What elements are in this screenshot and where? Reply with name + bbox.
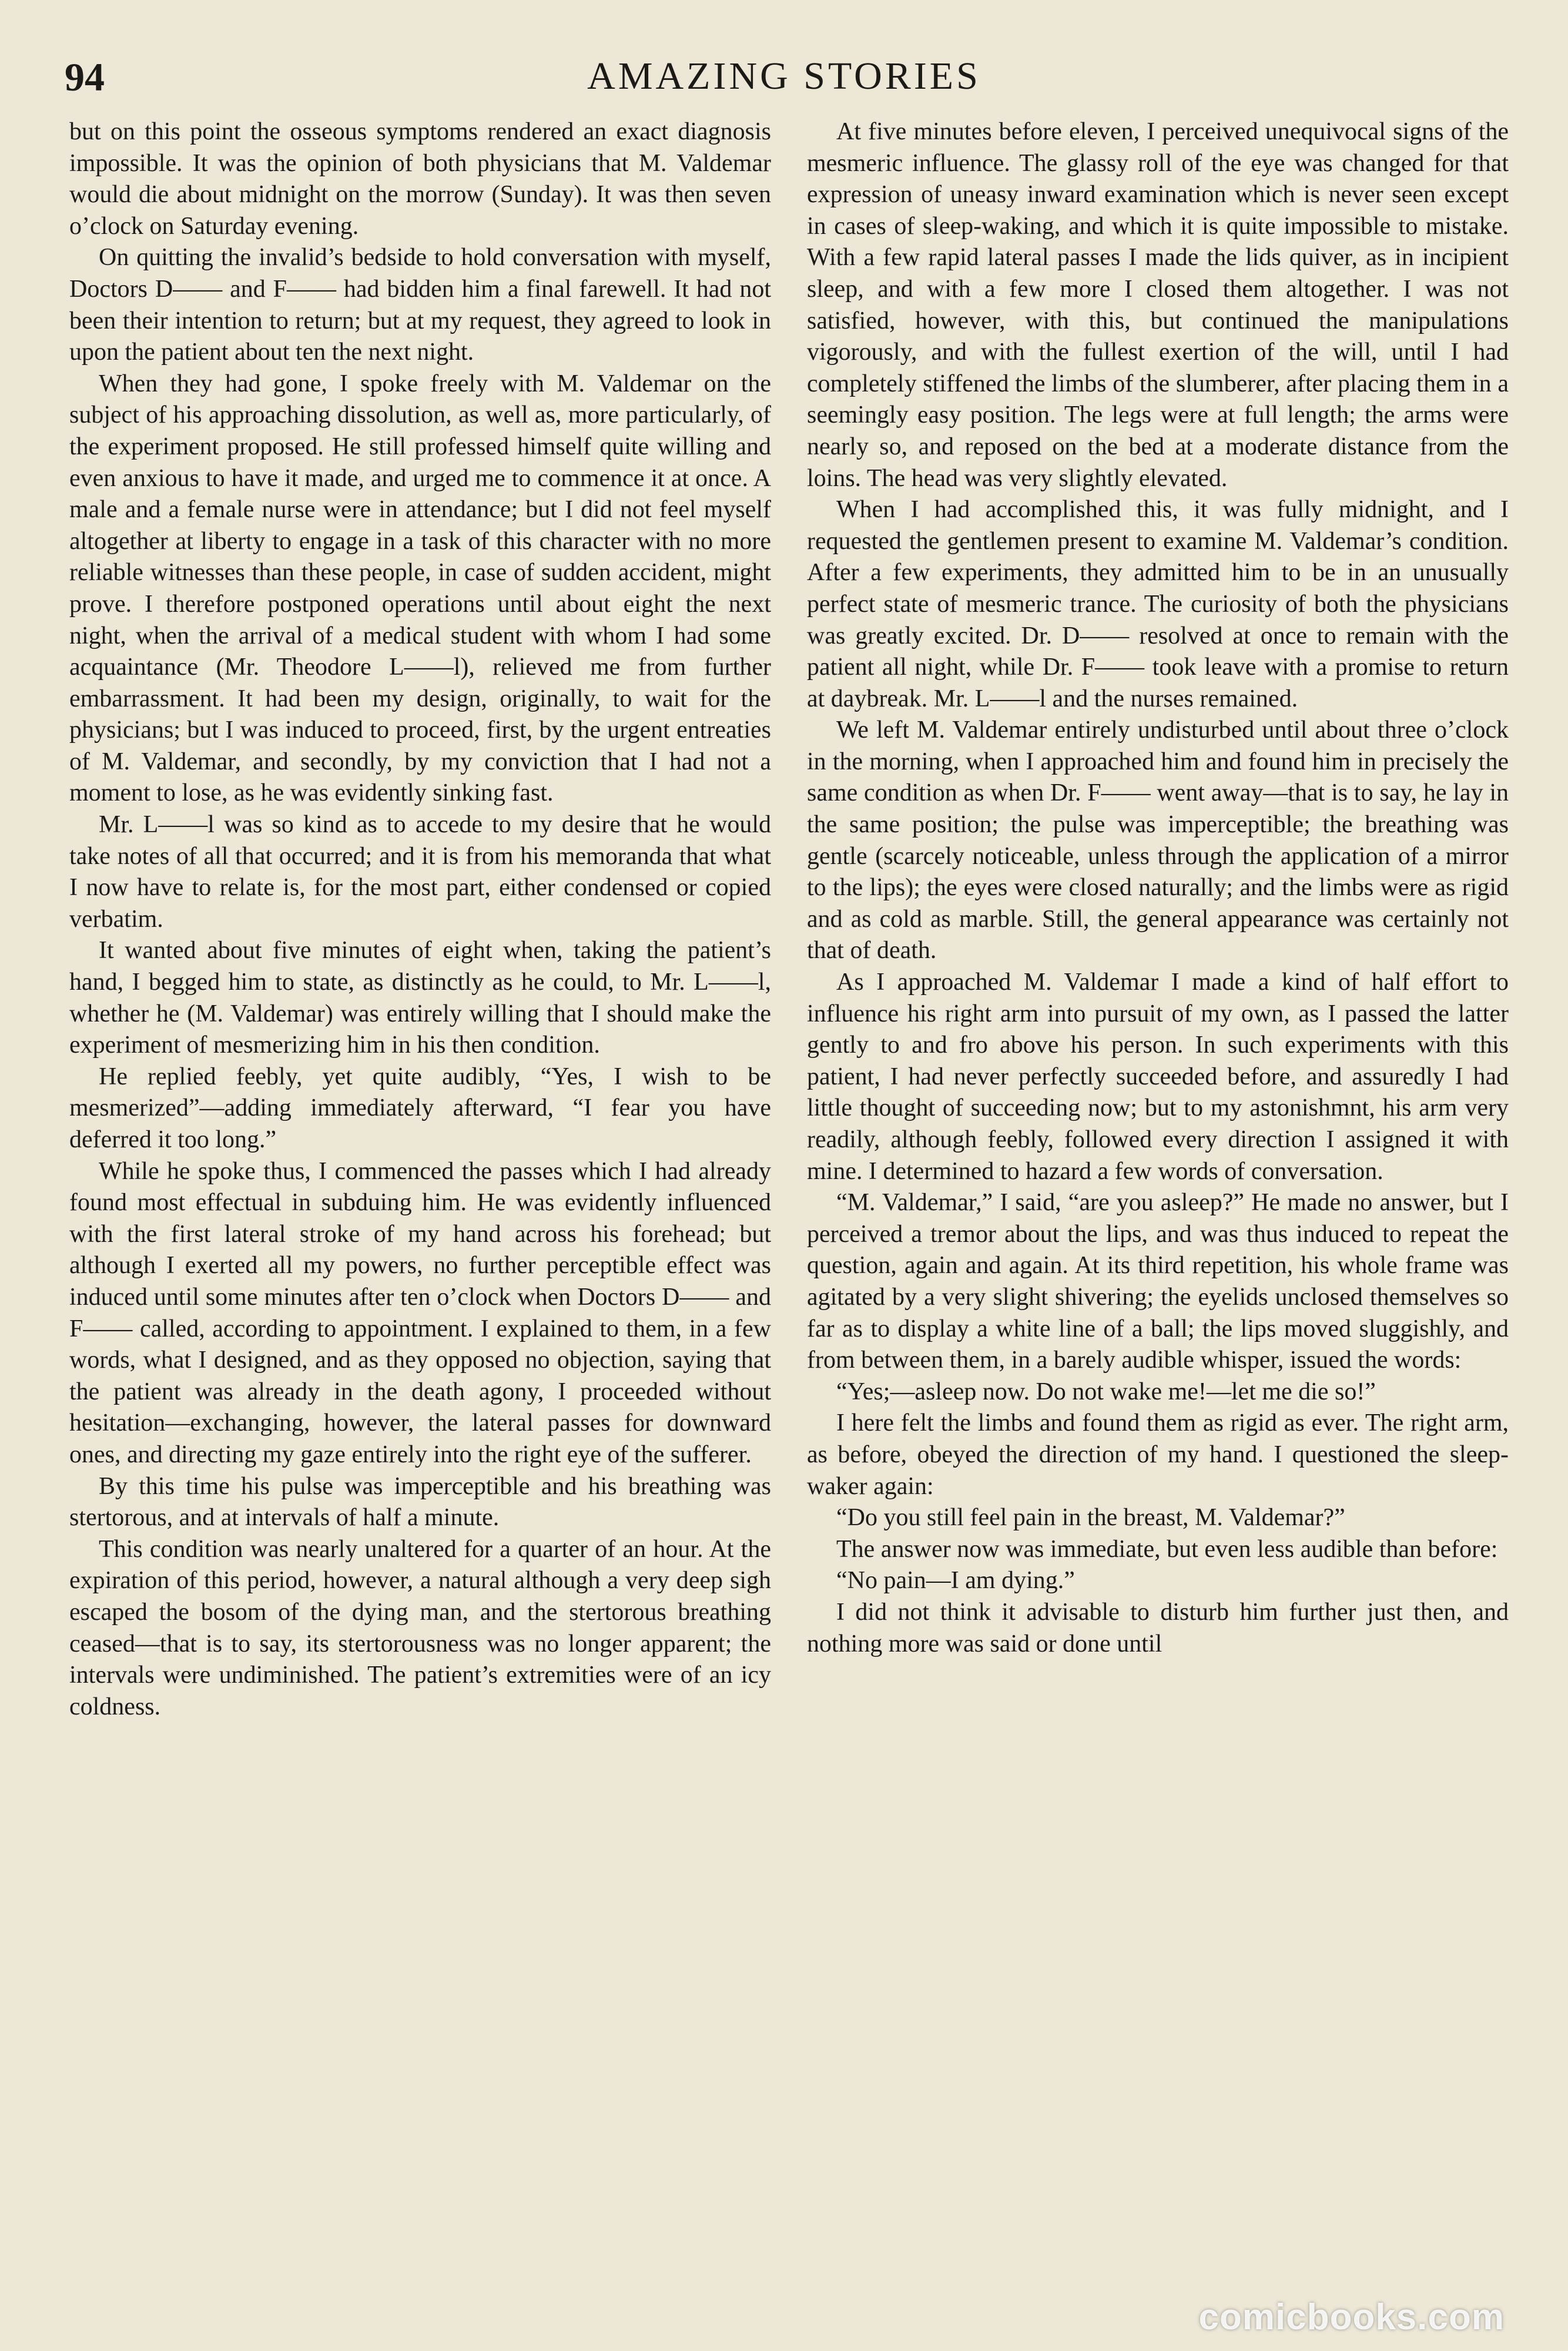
paragraph: This condition was nearly unaltered for a quarter of an hour. At the expiration of this period, however, a natural although a very deep sigh escaped the bosom of the dying man, and the stertorous breathing ceased—that is to say, its stertorousness was no longer apparent; the intervals were undiminished. The patient’s extremities were of an icy coldness. [69, 1535, 771, 1720]
paragraph: It wanted about five minutes of eight when, taking the patient’s hand, I begged him to state, as distinctly as he could, to Mr. L——l, whether he (M. Valdemar) was entirely willing that I should make the experiment of mesmerizing him in his then condition. [69, 937, 771, 1059]
paragraph: When they had gone, I spoke freely with M. Valdemar on the subject of his approaching dissolution, as well as, more particularly, of the experiment proposed. He still professed himself quite willing and even anxious to have it made, and urged me to commence it at once. A male and a female nurse were in attendance; but I did not feel myself altogether at liberty to engage in a task of this character with no more reliable witnesses than these people, in case of sudden accident, might prove. I therefore postponed operations until about eight the next night, when the arrival of a medical student with whom I had some acquaintance (Mr. Theodore L——l), relieved me from further embarrassment. It had been my design, originally, to wait for the physicians; but I was induced to proceed, first, by the urgent entreaties of M. Valdemar, and secondly, by my conviction that I had not a moment to lose, as he was evidently sinking fast. [69, 370, 771, 807]
paragraph: He replied feebly, yet quite audibly, “Yes, I wish to be mesmerized”—adding immediately afterward, “I fear you have deferred it too long.” [69, 1063, 771, 1153]
paragraph: but on this point the osseous symptoms rendered an exact diagnosis impossible. It was the opinion of both physicians that M. Valdemar would die about midnight on the morrow (Sunday). It was then seven o’clock on Saturday evening. [69, 118, 771, 240]
paragraph: Mr. L——l was so kind as to accede to my desire that he would take notes of all that occurred; and it is from his memoranda that what I now have to relate is, for the most part, either condensed or copied verbatim. [69, 811, 771, 933]
paragraph: I here felt the limbs and found them as rigid as ever. The right arm, as before, obeyed the direction of my hand. I questioned the sleep-waker again: [807, 1409, 1509, 1500]
right-column [807, 116, 1509, 1660]
watermark: comicbooks.com [1198, 2297, 1505, 2337]
paragraph: We left M. Valdemar entirely undisturbed until about three o’clock in the morning, when I approached him and found him in precisely the same condition as when Dr. F—— went away—that is to say, he lay in the same position; the pulse was imperceptible; the breathing was gentle (scarcely noticeable, unless through the application of a mirror to the lips); the eyes were closed naturally; and the limbs were as rigid and as cold as marble. Still, the general appearance was certainly not that of death. [807, 716, 1509, 964]
paragraph: While he spoke thus, I commenced the passes which I had already found most effectual in subduing him. He was evidently influenced with the first lateral stroke of my hand across his forehead; but although I exerted all my powers, no further perceptible effect was induced until some minutes after ten o’clock when Doctors D—— and F—— called, according to appointment. I explained to them, in a few words, what I designed, and as they opposed no objection, saying that the patient was already in the death agony, I proceeded without hesitation—exchanging, however, the lateral passes for downward ones, and directing my gaze entirely into the right eye of the sufferer. [69, 1157, 771, 1468]
paragraph: “Yes;—asleep now. Do not wake me!—let me die so!” [836, 1378, 1376, 1405]
paragraph: By this time his pulse was imperceptible and his breathing was stertorous, and at intervals of half a minute. [69, 1472, 771, 1532]
paragraph: The answer now was immediate, but even less audible than before: [836, 1535, 1498, 1563]
paragraph: “Do you still feel pain in the breast, M. Valdemar?” [836, 1504, 1345, 1532]
paragraph: On quitting the invalid’s bedside to hold conversation with myself, Doctors D—— and F—— had bidden him a final farewell. It had not been their intention to return; but at my request, they agreed to look in upon the patient about ten the next night. [69, 244, 771, 366]
paragraph: I did not think it advisable to disturb him further just then, and nothing more was said or done until [807, 1598, 1509, 1657]
left-column [69, 116, 771, 1723]
paragraph: When I had accomplished this, it was fully midnight, and I requested the gentlemen present to examine M. Valdemar’s condition. After a few experiments, they admitted him to be in an unusually perfect state of mesmeric trance. The curiosity of both the physicians was greatly excited. Dr. D—— resolved at once to remain with the patient all night, while Dr. F—— took leave with a promise to return at daybreak. Mr. L——l and the nurses remained. [807, 496, 1509, 712]
magazine-title: AMAZING STORIES [587, 55, 981, 98]
page-header [0, 54, 1568, 107]
paragraph: At five minutes before eleven, I perceived unequivocal signs of the mesmeric influence. The glassy roll of the eye was changed for that expression of uneasy inward examination which is never seen except in cases of sleep-waking, and which it is quite impossible to mistake. With a few rapid lateral passes I made the lids quiver, as in incipient sleep, and with a few more I closed them altogether. I was not satisfied, however, with this, but continued the manipulations vigorously, and with the fullest exertion of the will, until I had completely stiffened the limbs of the slumberer, after placing them in a seemingly easy position. The legs were at full length; the arms were nearly so, and reposed on the bed at a moderate distance from the loins. The head was very slightly elevated. [807, 118, 1509, 492]
page-number: 94 [65, 55, 105, 99]
paragraph: “No pain—I am dying.” [836, 1567, 1075, 1595]
paragraph: As I approached M. Valdemar I made a kind of half effort to influence his right arm into pursuit of my own, as I passed the latter gently to and fro above his person. In such experiments with this patient, I had never perfectly succeeded before, and assuredly I had little thought of succeeding now; but to my astonishmnt, his arm very readily, although feebly, followed every direction I assigned it with mine. I determined to hazard a few words of conversation. [807, 969, 1509, 1185]
paragraph: “M. Valdemar,” I said, “are you asleep?” He made no answer, but I perceived a tremor about the lips, and was thus induced to repeat the question, again and again. At its third repetition, his whole frame was agitated by a very slight shivering; the eyelids unclosed themselves so far as to display a white line of a ball; the lips moved sluggishly, and from between them, in a barely audible whisper, issued the words: [807, 1189, 1509, 1374]
